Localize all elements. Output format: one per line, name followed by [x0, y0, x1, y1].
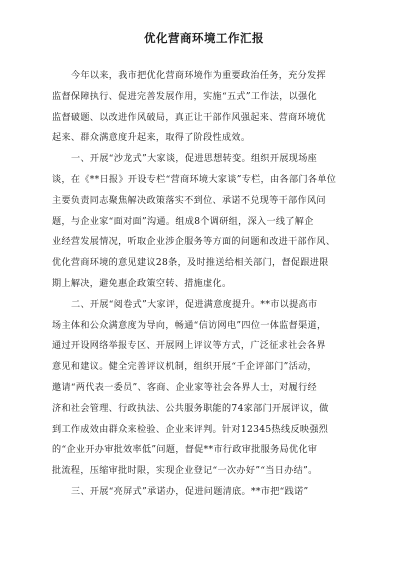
paragraph-line: 谈，在《**日报》开设专栏“营商环境大家谈”专栏，由各部门各单位	[52, 174, 337, 185]
paragraph-line: 批流程，压缩审批时限，实现企业登记“一次办好”“当日办结”。	[52, 466, 318, 477]
paragraph-line: 业经营发展情况，听取企业涉企服务等方面的问题和改进干部作风、	[52, 237, 336, 248]
paragraph-line: 通过开设网络举报专区、开展网上评议等方式，广泛征求社会各界	[52, 341, 326, 352]
paragraph-line: 的“企业开办审批效率低”问题，督促**市行政审批服务局优化审	[52, 445, 318, 456]
paragraph-line: 到工作成效由群众来检验、企业来评判。针对12345热线反映强烈	[52, 424, 329, 435]
paragraph-line: 意见和建议。健全完善评议机制，组织开展“千企评部门”活动，	[52, 362, 317, 373]
paragraph-line: 期上解决，避免惠企政策空转、措施虚化。	[52, 278, 232, 289]
paragraph-line: 二、开展“阅卷式”大家评，促进满意度提升。**市以提高市	[71, 299, 318, 310]
paragraph-line: 起来、群众满意度升起来，取得了阶段性成效。	[52, 133, 251, 144]
paragraph-line: 济和社会管理、行政执法、公共服务职能的74家部门开展评议，做	[52, 403, 329, 414]
paragraph-line: 主要负责同志聚焦解决政策落实不到位、承诺不兑现等干部作风问	[52, 195, 326, 206]
paragraph-line: 监督破题、以改进作风破局，真正让干部作风强起来、营商环境优	[52, 112, 326, 123]
document-title: 优化营商环境工作汇报	[144, 31, 264, 45]
paragraph-line: 监督保障执行、促进完善发展作用，实施“五式”工作法，以强化	[52, 91, 317, 102]
paragraph-line: 优化营商环境的意见建议28条，及时推送给相关部门，督促跟进限	[52, 258, 329, 269]
paragraph-line: 三、开展“亮屏式”承诺办，促进问题清底。**市把“践诺”	[71, 486, 309, 497]
paragraph-line: 场主体和公众满意度为导向，畅通“信访网电”四位一体监督渠道，	[52, 320, 327, 331]
paragraph-line: 题，与企业家“面对面”沟通。组成8个调研组，深入一线了解企	[52, 216, 314, 227]
document-body	[52, 66, 356, 503]
paragraph-line: 一、开展“沙龙式”大家谈，促进思想转变。组织开展现场座	[71, 154, 318, 165]
paragraph-line: 今年以来，我市把优化营商环境作为重要政治任务，充分发挥	[71, 71, 326, 81]
paragraph-line: 邀请“两代表一委员”、客商、企业家等社会各界人士，对履行经	[52, 382, 317, 393]
